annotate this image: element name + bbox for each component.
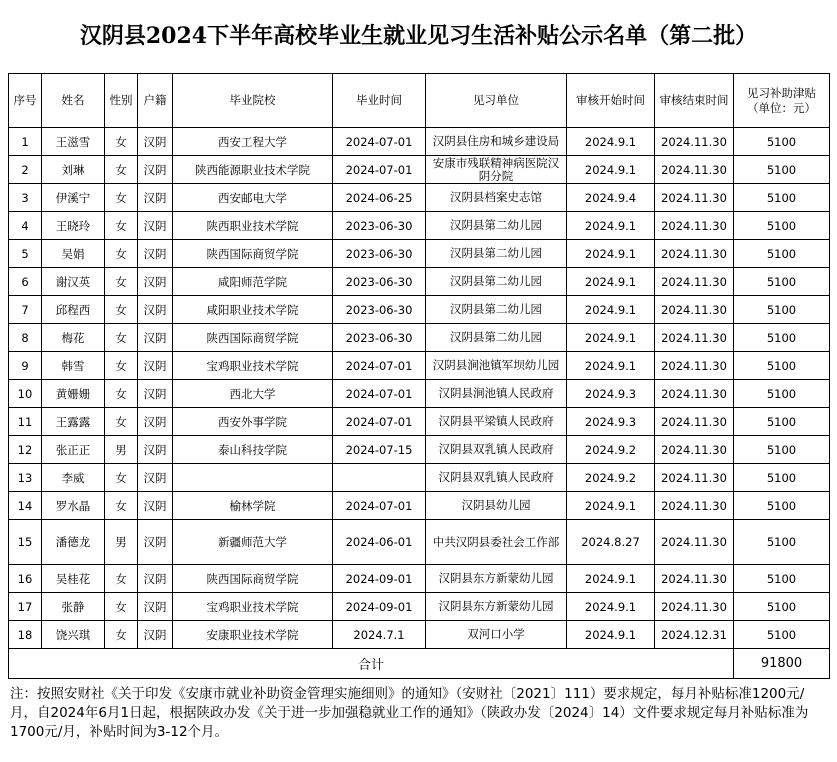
cell-end: 2024.11.30 — [655, 352, 734, 380]
table-row — [9, 156, 830, 184]
table-row — [9, 240, 830, 268]
cell-hukou: 汉阴 — [138, 464, 173, 492]
cell-gender: 女 — [105, 565, 138, 593]
cell-start: 2024.9.2 — [567, 464, 655, 492]
cell-name: 伊溪宁 — [42, 184, 105, 212]
header-end: 审核结束时间 — [655, 74, 734, 128]
cell-gender: 女 — [105, 156, 138, 184]
cell-seq: 6 — [9, 268, 42, 296]
cell-unit: 汉阴县双乳镇人民政府 — [426, 464, 567, 492]
total-row — [9, 649, 830, 679]
cell-end: 2024.11.30 — [655, 436, 734, 464]
cell-name: 张静 — [42, 593, 105, 621]
table-row — [9, 184, 830, 212]
cell-end: 2024.11.30 — [655, 492, 734, 520]
table-row — [9, 621, 830, 649]
cell-hukou: 汉阴 — [138, 621, 173, 649]
cell-unit: 汉阴县平梁镇人民政府 — [426, 408, 567, 436]
cell-gender: 女 — [105, 380, 138, 408]
cell-end: 2024.11.30 — [655, 240, 734, 268]
cell-subsidy: 5100 — [734, 380, 830, 408]
cell-subsidy: 5100 — [734, 324, 830, 352]
cell-grad: 2024-07-01 — [333, 492, 426, 520]
cell-start: 2024.9.1 — [567, 268, 655, 296]
cell-end: 2024.11.30 — [655, 520, 734, 565]
cell-name: 邱程西 — [42, 296, 105, 324]
table-row — [9, 492, 830, 520]
cell-hukou: 汉阴 — [138, 268, 173, 296]
cell-gender: 女 — [105, 128, 138, 156]
cell-name: 张正正 — [42, 436, 105, 464]
cell-grad: 2024-07-01 — [333, 408, 426, 436]
cell-start: 2024.9.1 — [567, 565, 655, 593]
cell-end: 2024.11.30 — [655, 212, 734, 240]
cell-grad: 2024-07-15 — [333, 436, 426, 464]
cell-end: 2024.11.30 — [655, 380, 734, 408]
table-row — [9, 593, 830, 621]
cell-grad: 2024-06-01 — [333, 520, 426, 565]
cell-start: 2024.9.1 — [567, 156, 655, 184]
cell-school: 宝鸡职业技术学院 — [173, 593, 333, 621]
cell-unit: 汉阴县第二幼儿园 — [426, 240, 567, 268]
cell-grad: 2024-07-01 — [333, 156, 426, 184]
cell-subsidy: 5100 — [734, 352, 830, 380]
cell-hukou: 汉阴 — [138, 128, 173, 156]
cell-subsidy: 5100 — [734, 436, 830, 464]
cell-end: 2024.12.31 — [655, 621, 734, 649]
cell-unit: 汉阴县第二幼儿园 — [426, 212, 567, 240]
cell-subsidy: 5100 — [734, 240, 830, 268]
cell-unit: 汉阴县第二幼儿园 — [426, 324, 567, 352]
cell-grad: 2024-09-01 — [333, 593, 426, 621]
cell-school: 榆林学院 — [173, 492, 333, 520]
cell-school: 西安外事学院 — [173, 408, 333, 436]
header-seq: 序号 — [9, 74, 42, 128]
cell-name: 王晓玲 — [42, 212, 105, 240]
cell-seq: 14 — [9, 492, 42, 520]
cell-name: 黄姗姗 — [42, 380, 105, 408]
cell-name: 王滋雪 — [42, 128, 105, 156]
footnote: 注：按照安财社《关于印发《安康市就业补助资金管理实施细则》的通知》（安财社〔2021〕111）要求规定，每月补贴标准1200元/月，自2024年6月1日起，根据陕政办发《关于进一步加强稳就业工作的通知》（陕政办发〔2024〕14）文件要求规定每月补贴标准为1700元/月，补贴时间为3-12个月。 — [10, 686, 809, 740]
cell-seq: 4 — [9, 212, 42, 240]
cell-hukou: 汉阴 — [138, 324, 173, 352]
cell-seq: 1 — [9, 128, 42, 156]
cell-unit: 中共汉阴县委社会工作部 — [426, 520, 567, 565]
table-row — [9, 212, 830, 240]
cell-seq: 18 — [9, 621, 42, 649]
page-title: 汉阴县2024下半年高校毕业生就业见习生活补贴公示名单（第二批） — [79, 23, 758, 49]
cell-unit: 汉阴县东方新蒙幼儿园 — [426, 565, 567, 593]
cell-seq: 11 — [9, 408, 42, 436]
cell-start: 2024.9.3 — [567, 380, 655, 408]
cell-unit: 汉阴县第二幼儿园 — [426, 268, 567, 296]
cell-hukou: 汉阴 — [138, 184, 173, 212]
cell-end: 2024.11.30 — [655, 128, 734, 156]
cell-grad: 2024-09-01 — [333, 565, 426, 593]
cell-start: 2024.8.27 — [567, 520, 655, 565]
cell-subsidy: 5100 — [734, 593, 830, 621]
cell-seq: 13 — [9, 464, 42, 492]
cell-school: 泰山科技学院 — [173, 436, 333, 464]
cell-start: 2024.9.1 — [567, 212, 655, 240]
cell-unit: 汉阴县住房和城乡建设局 — [426, 128, 567, 156]
cell-gender: 女 — [105, 492, 138, 520]
cell-seq: 12 — [9, 436, 42, 464]
table-body — [9, 128, 830, 649]
cell-school: 新疆师范大学 — [173, 520, 333, 565]
cell-school: 陕西国际商贸学院 — [173, 565, 333, 593]
cell-hukou: 汉阴 — [138, 436, 173, 464]
cell-start: 2024.9.4 — [567, 184, 655, 212]
cell-end: 2024.11.30 — [655, 324, 734, 352]
cell-name: 王露露 — [42, 408, 105, 436]
cell-school: 西安邮电大学 — [173, 184, 333, 212]
cell-school: 西安工程大学 — [173, 128, 333, 156]
header-start: 审核开始时间 — [567, 74, 655, 128]
cell-gender: 女 — [105, 464, 138, 492]
cell-unit: 汉阴县东方新蒙幼儿园 — [426, 593, 567, 621]
total-label: 合计 — [9, 649, 734, 679]
cell-subsidy: 5100 — [734, 565, 830, 593]
header-gender: 性别 — [105, 74, 138, 128]
cell-gender: 女 — [105, 621, 138, 649]
cell-grad: 2024-07-01 — [333, 380, 426, 408]
cell-end: 2024.11.30 — [655, 184, 734, 212]
cell-hukou: 汉阴 — [138, 593, 173, 621]
cell-gender: 女 — [105, 352, 138, 380]
cell-gender: 女 — [105, 212, 138, 240]
subsidy-table — [8, 73, 830, 679]
cell-gender: 女 — [105, 268, 138, 296]
cell-grad: 2024-06-25 — [333, 184, 426, 212]
cell-subsidy: 5100 — [734, 156, 830, 184]
cell-school — [173, 464, 333, 492]
cell-end: 2024.11.30 — [655, 268, 734, 296]
cell-name: 韩雪 — [42, 352, 105, 380]
cell-end: 2024.11.30 — [655, 565, 734, 593]
cell-grad: 2023-06-30 — [333, 296, 426, 324]
cell-unit: 汉阴县涧池镇人民政府 — [426, 380, 567, 408]
header-row — [9, 74, 830, 128]
cell-start: 2024.9.2 — [567, 436, 655, 464]
total-value: 91800 — [734, 649, 830, 679]
table-row — [9, 464, 830, 492]
cell-unit: 汉阴县涧池镇军坝幼儿园 — [426, 352, 567, 380]
table-row — [9, 128, 830, 156]
cell-gender: 男 — [105, 436, 138, 464]
cell-seq: 2 — [9, 156, 42, 184]
cell-unit: 双河口小学 — [426, 621, 567, 649]
cell-seq: 17 — [9, 593, 42, 621]
cell-seq: 15 — [9, 520, 42, 565]
cell-school: 陕西职业技术学院 — [173, 212, 333, 240]
table-row — [9, 408, 830, 436]
cell-grad: 2024-07-01 — [333, 128, 426, 156]
table-row — [9, 268, 830, 296]
cell-start: 2024.9.1 — [567, 128, 655, 156]
cell-grad: 2023-06-30 — [333, 212, 426, 240]
cell-start: 2024.9.1 — [567, 593, 655, 621]
cell-subsidy: 5100 — [734, 128, 830, 156]
cell-start: 2024.9.3 — [567, 408, 655, 436]
header-hukou: 户籍 — [138, 74, 173, 128]
cell-hukou: 汉阴 — [138, 156, 173, 184]
cell-seq: 5 — [9, 240, 42, 268]
cell-subsidy: 5100 — [734, 492, 830, 520]
table-row — [9, 380, 830, 408]
cell-subsidy: 5100 — [734, 268, 830, 296]
cell-grad: 2023-06-30 — [333, 240, 426, 268]
cell-seq: 9 — [9, 352, 42, 380]
cell-unit: 汉阴县幼儿园 — [426, 492, 567, 520]
cell-name: 谢汉英 — [42, 268, 105, 296]
cell-unit: 汉阴县第二幼儿园 — [426, 296, 567, 324]
cell-seq: 16 — [9, 565, 42, 593]
cell-hukou: 汉阴 — [138, 492, 173, 520]
header-name: 姓名 — [42, 74, 105, 128]
cell-seq: 3 — [9, 184, 42, 212]
cell-gender: 女 — [105, 240, 138, 268]
cell-start: 2024.9.1 — [567, 324, 655, 352]
cell-name: 李威 — [42, 464, 105, 492]
cell-hukou: 汉阴 — [138, 212, 173, 240]
cell-subsidy: 5100 — [734, 520, 830, 565]
cell-seq: 10 — [9, 380, 42, 408]
cell-seq: 8 — [9, 324, 42, 352]
cell-hukou: 汉阴 — [138, 408, 173, 436]
table-row — [9, 565, 830, 593]
table-row — [9, 324, 830, 352]
cell-unit: 汉阴县双乳镇人民政府 — [426, 436, 567, 464]
cell-school: 咸阳职业技术学院 — [173, 296, 333, 324]
cell-subsidy: 5100 — [734, 464, 830, 492]
cell-name: 罗水晶 — [42, 492, 105, 520]
cell-gender: 女 — [105, 184, 138, 212]
cell-gender: 男 — [105, 520, 138, 565]
header-subsidy: 见习补助津贴（单位：元） — [734, 74, 830, 128]
cell-grad: 2024-07-01 — [333, 352, 426, 380]
cell-name: 吴桂花 — [42, 565, 105, 593]
cell-school: 宝鸡职业技术学院 — [173, 352, 333, 380]
cell-school: 陕西国际商贸学院 — [173, 240, 333, 268]
cell-hukou: 汉阴 — [138, 520, 173, 565]
cell-name: 饶兴琪 — [42, 621, 105, 649]
table-row — [9, 352, 830, 380]
cell-start: 2024.9.1 — [567, 492, 655, 520]
cell-end: 2024.11.30 — [655, 156, 734, 184]
cell-seq: 7 — [9, 296, 42, 324]
cell-gender: 女 — [105, 408, 138, 436]
cell-grad: 2023-06-30 — [333, 324, 426, 352]
cell-unit: 安康市残联精神病医院汉阴分院 — [426, 156, 567, 184]
cell-start: 2024.9.1 — [567, 352, 655, 380]
cell-end: 2024.11.30 — [655, 593, 734, 621]
cell-hukou: 汉阴 — [138, 240, 173, 268]
header-grad-time: 毕业时间 — [333, 74, 426, 128]
cell-school: 安康职业技术学院 — [173, 621, 333, 649]
cell-start: 2024.9.1 — [567, 621, 655, 649]
cell-school: 西北大学 — [173, 380, 333, 408]
cell-name: 刘琳 — [42, 156, 105, 184]
cell-subsidy: 5100 — [734, 408, 830, 436]
cell-school: 咸阳师范学院 — [173, 268, 333, 296]
cell-name: 梅花 — [42, 324, 105, 352]
cell-grad: 2023-06-30 — [333, 268, 426, 296]
cell-start: 2024.9.1 — [567, 240, 655, 268]
table-row — [9, 296, 830, 324]
cell-subsidy: 5100 — [734, 212, 830, 240]
cell-hukou: 汉阴 — [138, 352, 173, 380]
cell-name: 潘德龙 — [42, 520, 105, 565]
table-row — [9, 520, 830, 565]
header-unit: 见习单位 — [426, 74, 567, 128]
cell-hukou: 汉阴 — [138, 380, 173, 408]
table-row — [9, 436, 830, 464]
cell-subsidy: 5100 — [734, 621, 830, 649]
cell-end: 2024.11.30 — [655, 408, 734, 436]
cell-end: 2024.11.30 — [655, 296, 734, 324]
cell-school: 陕西国际商贸学院 — [173, 324, 333, 352]
cell-gender: 女 — [105, 593, 138, 621]
cell-school: 陕西能源职业技术学院 — [173, 156, 333, 184]
cell-subsidy: 5100 — [734, 296, 830, 324]
cell-hukou: 汉阴 — [138, 565, 173, 593]
cell-gender: 女 — [105, 296, 138, 324]
cell-start: 2024.9.1 — [567, 296, 655, 324]
cell-name: 吴娟 — [42, 240, 105, 268]
cell-subsidy: 5100 — [734, 184, 830, 212]
cell-hukou: 汉阴 — [138, 296, 173, 324]
cell-end: 2024.11.30 — [655, 464, 734, 492]
header-school: 毕业院校 — [173, 74, 333, 128]
cell-grad: 2024.7.1 — [333, 621, 426, 649]
cell-unit: 汉阴县档案史志馆 — [426, 184, 567, 212]
cell-grad — [333, 464, 426, 492]
cell-gender: 女 — [105, 324, 138, 352]
